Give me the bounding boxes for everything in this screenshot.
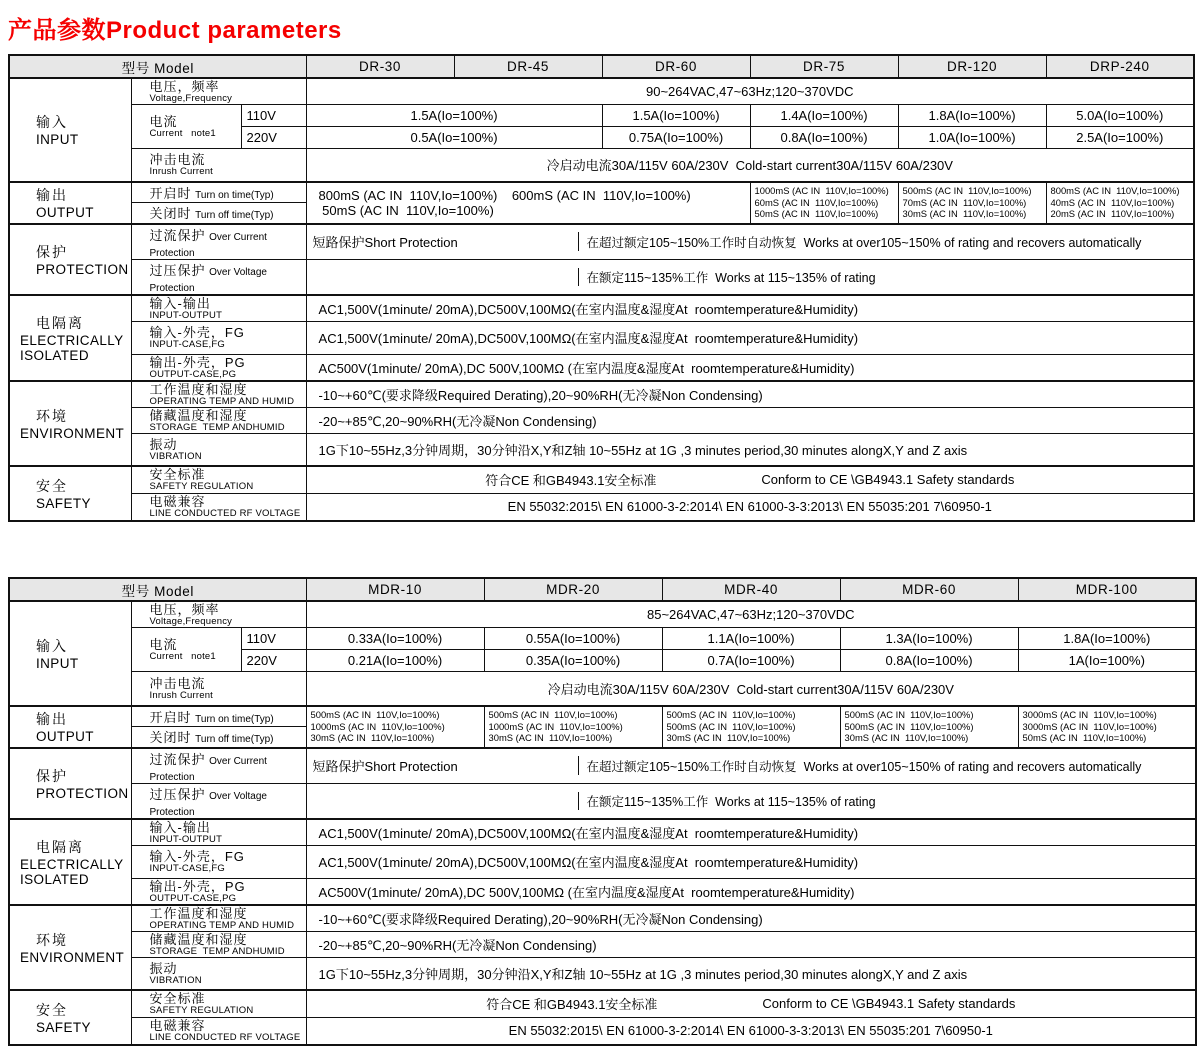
ocp-value-cell — [306, 224, 1194, 260]
row-label-cn: 过流保护 — [149, 751, 206, 767]
row-label-cn: 开启时 — [149, 185, 192, 201]
band-label-protection — [9, 224, 131, 295]
row-label-input-output — [131, 295, 306, 322]
short-protection-text: 短路保护Short Protection — [307, 756, 579, 775]
value-cell: 0.7A(Io=100%) — [662, 650, 840, 672]
row-label-cn: 电压，频率 — [149, 79, 220, 94]
model-col-header: DR-45 — [454, 55, 602, 78]
row-label-cn: 冲击电流 — [149, 152, 206, 168]
row-label-inrush — [131, 672, 306, 706]
row-label-en: STORAGE TEMP ANDHUMID — [149, 945, 285, 957]
turn-time-line: 30mS (AC IN 110V,Io=100%) — [310, 732, 435, 744]
row-label-cn: 电流 — [149, 637, 178, 652]
value-cell: 2.5A(Io=100%) — [1046, 127, 1194, 149]
turn-time-line: 1000mS (AC IN 110V,Io=100%) — [310, 720, 445, 732]
environment-value-cell: -10~+60℃(要求降级Required Derating),20~90%RH(无冷凝Non Condensing) — [306, 381, 1194, 408]
turn-time-cell — [898, 182, 1046, 224]
band-label-cn: 输入 — [36, 114, 68, 131]
table-row — [9, 381, 1194, 408]
row-label-vibration — [131, 433, 306, 466]
table-row — [9, 628, 1196, 650]
band-label-cn: 保护 — [36, 767, 68, 784]
band-label-en: ELECTRICALLY ISOLATED — [20, 856, 128, 887]
turn-time-line: 20mS (AC IN 110V,Io=100%) — [1050, 208, 1175, 220]
band-label-protection — [9, 748, 131, 819]
row-label-cn: 电磁兼容 — [149, 1018, 206, 1034]
row-label-en: Inrush Current — [149, 689, 214, 701]
empty-cell — [307, 268, 579, 286]
value-cell: 1.5A(Io=100%) — [306, 105, 602, 127]
row-label-input-case — [131, 845, 306, 878]
row-label-turn-on — [131, 706, 306, 727]
row-label-en: Voltage,Frequency — [149, 93, 233, 104]
value-cell: 1A(Io=100%) — [1018, 650, 1196, 672]
band-label-en: OUTPUT — [36, 729, 94, 744]
value-cell: 5.0A(Io=100%) — [1046, 105, 1194, 127]
table-row — [9, 493, 1194, 521]
row-label-operating-temp — [131, 381, 306, 408]
turn-time-cell — [1018, 706, 1196, 748]
row-label-cn: 输入-外壳，FG — [149, 849, 245, 864]
turn-time-cell — [484, 706, 662, 748]
turn-time-line: 40mS (AC IN 110V,Io=100%) — [1050, 196, 1175, 208]
turn-time-line: 500mS (AC IN 110V,Io=100%) — [310, 709, 440, 721]
isolation-value-cell: AC1,500V(1minute/ 20mA),DC500V,100MΩ(在室内温度&湿度At roomtemperature&Humidity) — [306, 321, 1194, 354]
row-label-vibration — [131, 957, 306, 990]
row-label-en: OUTPUT-CASE,PG — [149, 368, 237, 380]
row-label-en: OPERATING TEMP AND HUMID — [149, 919, 295, 931]
turn-time-line: 500mS (AC IN 110V,Io=100%) — [902, 185, 1032, 197]
turn-time-line: 70mS (AC IN 110V,Io=100%) — [902, 196, 1027, 208]
band-label-input — [9, 601, 131, 706]
row-label-cn: 输入-输出 — [149, 819, 211, 835]
emc-value-cell: EN 55032:2015\ EN 61000-3-2:2014\ EN 61000-3-3:2013\ EN 55035:201 7\60950-1 — [306, 1017, 1196, 1045]
value-cell: 1.1A(Io=100%) — [662, 628, 840, 650]
safety-reg-wrap — [307, 470, 1194, 489]
table-row — [9, 149, 1194, 182]
row-label-cn: 振动 — [149, 436, 178, 452]
voltage-value-cell: 85~264VAC,47~63Hz;120~370VDC — [306, 601, 1196, 628]
band-label-isolation — [9, 295, 131, 381]
row-label-output-case — [131, 354, 306, 381]
emc-value-cell: EN 55032:2015\ EN 61000-3-2:2014\ EN 61000-3-3:2013\ EN 55035:201 7\60950-1 — [306, 493, 1194, 521]
turn-time-line: 500mS (AC IN 110V,Io=100%) — [844, 709, 974, 721]
row-label-cn: 工作温度和湿度 — [149, 905, 248, 921]
isolation-value-cell: AC500V(1minute/ 20mA),DC 500V,100MΩ (在室内温度&湿度At roomtemperature&Humidity) — [306, 878, 1196, 905]
split-wrap — [307, 756, 1196, 775]
safety-regulation-value-cell — [306, 990, 1196, 1017]
turn-time-line: 1000mS (AC IN 110V,Io=100%) — [754, 185, 889, 197]
band-label-input — [9, 78, 131, 182]
row-label-en: INPUT-CASE,FG — [149, 339, 225, 350]
band-label-cn: 环境 — [36, 931, 68, 948]
band-label-en: SAFETY — [36, 496, 91, 511]
value-cell: 0.55A(Io=100%) — [484, 628, 662, 650]
row-label-en: OPERATING TEMP AND HUMID — [149, 395, 295, 407]
value-cell: 0.35A(Io=100%) — [484, 650, 662, 672]
turn-time-line: 30mS (AC IN 110V,Io=100%) — [902, 208, 1027, 220]
model-col-header: DR-30 — [306, 55, 454, 78]
turn-time-line: 50mS (AC IN 110V,Io=100%) — [318, 202, 494, 218]
turn-time-merged-cell — [306, 182, 750, 224]
ocp-value-cell — [306, 748, 1196, 784]
value-cell: 1.5A(Io=100%) — [602, 105, 750, 127]
turn-time-line: 30mS (AC IN 110V,Io=100%) — [844, 732, 969, 744]
band-label-cn: 输入 — [36, 637, 68, 654]
band-label-en: SAFETY — [36, 1020, 91, 1035]
value-cell: 0.5A(Io=100%) — [306, 127, 602, 149]
inrush-value-cell: 冷启动电流30A/115V 60A/230V Cold-start current30A/115V 60A/230V — [306, 672, 1196, 706]
table-row — [9, 878, 1196, 905]
table-row — [9, 957, 1196, 990]
band-label-cn: 安全 — [36, 1002, 68, 1018]
row-label-en: Current note1 — [149, 651, 216, 662]
row-label-en: Turn on time(Typ) — [195, 713, 274, 725]
row-label-emc — [131, 493, 306, 521]
band-label-safety — [9, 990, 131, 1045]
row-label-cn: 过压保护 — [149, 786, 206, 802]
row-label-en: Over Voltage Protection — [149, 266, 270, 294]
band-label-environment — [9, 381, 131, 467]
row-label-cn: 电压，频率 — [149, 602, 220, 617]
turn-time-cell — [840, 706, 1018, 748]
isolation-value-cell: AC1,500V(1minute/ 20mA),DC500V,100MΩ(在室内温度&湿度At roomtemperature&Humidity) — [306, 295, 1194, 322]
ovp-value-cell — [306, 783, 1196, 819]
value-cell: 1.4A(Io=100%) — [750, 105, 898, 127]
voltage-220v-label: 220V — [241, 650, 306, 672]
row-label-voltage — [131, 78, 306, 105]
row-label-safety-regulation — [131, 990, 306, 1017]
row-label-en: Over Current Protection — [149, 755, 270, 783]
band-label-cn: 电隔离 — [36, 314, 84, 331]
vibration-value-cell: 1G下10~55Hz,3分钟周期，30分钟沿X,Y和Z轴 10~55Hz at 1G ,3 minutes period,30 minutes alongX,Y and Z axis — [306, 957, 1196, 990]
turn-time-line: 3000mS (AC IN 110V,Io=100%) — [1022, 709, 1157, 721]
row-label-ovp — [131, 259, 306, 295]
table-row — [9, 321, 1194, 354]
row-label-en: INPUT-OUTPUT — [149, 833, 223, 845]
row-label-emc — [131, 1017, 306, 1045]
row-label-cn: 储藏温度和湿度 — [149, 407, 248, 423]
vibration-value-cell: 1G下10~55Hz,3分钟周期，30分钟沿X,Y和Z轴 10~55Hz at 1G ,3 minutes period,30 minutes alongX,Y and Z axis — [306, 433, 1194, 466]
model-col-header: MDR-100 — [1018, 578, 1196, 601]
table-row — [9, 259, 1194, 295]
row-label-en: INPUT-OUTPUT — [149, 309, 223, 321]
safety-reg-cn-text: 符合CE 和GB4943.1安全标准 — [485, 473, 657, 489]
turn-time-cell — [306, 706, 484, 748]
turn-time-line: 30mS (AC IN 110V,Io=100%) — [666, 732, 791, 744]
table-row — [9, 819, 1196, 846]
row-label-operating-temp — [131, 905, 306, 932]
value-cell: 0.33A(Io=100%) — [306, 628, 484, 650]
row-label-voltage — [131, 601, 306, 628]
split-wrap — [307, 232, 1194, 251]
safety-reg-cn-text: 符合CE 和GB4943.1安全标准 — [486, 997, 658, 1013]
row-label-cn: 输出-外壳，PG — [149, 878, 246, 894]
model-col-header: MDR-40 — [662, 578, 840, 601]
row-label-turn-off — [131, 203, 306, 224]
row-label-current — [131, 628, 241, 672]
environment-value-cell: -20~+85℃,20~90%RH(无冷凝Non Condensing) — [306, 407, 1194, 433]
table-row — [9, 601, 1196, 628]
band-label-en: ENVIRONMENT — [20, 949, 125, 965]
turn-time-line: 60mS (AC IN 110V,Io=100%) — [754, 196, 879, 208]
row-label-output-case — [131, 878, 306, 905]
table-row — [9, 182, 1194, 203]
value-cell: 1.8A(Io=100%) — [1018, 628, 1196, 650]
row-label-en: LINE CONDUCTED RF VOLTAGE — [149, 1032, 301, 1044]
safety-reg-en-text: Conform to CE \GB4943.1 Safety standards — [762, 996, 1016, 1012]
table-row — [9, 783, 1196, 819]
table-row — [9, 295, 1194, 322]
row-label-en: SAFETY REGULATION — [149, 481, 254, 493]
band-label-isolation — [9, 819, 131, 905]
turn-time-line: 1000mS (AC IN 110V,Io=100%) — [488, 720, 623, 732]
row-label-cn: 储藏温度和湿度 — [149, 931, 248, 947]
band-label-cn: 电隔离 — [36, 838, 84, 855]
band-label-en: OUTPUT — [36, 205, 94, 220]
row-label-en: INPUT-CASE,FG — [149, 863, 225, 874]
row-label-cn: 振动 — [149, 960, 178, 976]
table-row — [9, 105, 1194, 127]
model-col-header: DR-60 — [602, 55, 750, 78]
row-label-input-output — [131, 819, 306, 846]
short-protection-text: 短路保护Short Protection — [307, 232, 579, 251]
row-label-cn: 电流 — [149, 114, 178, 129]
model-col-header: DRP-240 — [1046, 55, 1194, 78]
turn-time-cell — [1046, 182, 1194, 224]
turn-time-line: 500mS (AC IN 110V,Io=100%) — [488, 709, 618, 721]
row-label-en: VIBRATION — [149, 974, 202, 986]
row-label-en: SAFETY REGULATION — [149, 1005, 254, 1017]
split-wrap — [307, 268, 1194, 286]
band-label-environment — [9, 905, 131, 991]
ocp-recovery-text: 在超过额定105~150%工作时自动恢复 Works at over105~150% of rating and recovers automatically — [586, 235, 1142, 250]
row-label-cn: 电磁兼容 — [149, 494, 206, 510]
row-label-cn: 过压保护 — [149, 262, 206, 278]
row-label-en: Voltage,Frequency — [149, 616, 233, 627]
table-row — [9, 706, 1196, 727]
row-label-en: Turn off time(Typ) — [195, 210, 274, 222]
model-header-cell: 型号 Model — [9, 578, 306, 601]
row-label-en: Turn on time(Typ) — [195, 189, 274, 201]
page-title: 产品参数Product parameters — [8, 17, 342, 44]
table-row — [9, 672, 1196, 706]
row-label-en: VIBRATION — [149, 450, 202, 462]
model-col-header: MDR-20 — [484, 578, 662, 601]
turn-time-line: 3000mS (AC IN 110V,Io=100%) — [1022, 720, 1157, 732]
value-cell: 0.8A(Io=100%) — [840, 650, 1018, 672]
value-cell: 1.0A(Io=100%) — [898, 127, 1046, 149]
environment-value-cell: -20~+85℃,20~90%RH(无冷凝Non Condensing) — [306, 931, 1196, 957]
row-label-en: LINE CONDUCTED RF VOLTAGE — [149, 508, 301, 520]
row-label-en: Inrush Current — [149, 166, 214, 178]
band-label-en: PROTECTION — [36, 261, 129, 277]
turn-time-line: 500mS (AC IN 110V,Io=100%) — [844, 720, 974, 732]
safety-regulation-value-cell — [306, 466, 1194, 493]
row-label-en: Over Voltage Protection — [149, 790, 270, 818]
table-row — [9, 78, 1194, 105]
row-label-cn: 输入-外壳，FG — [149, 325, 245, 340]
row-label-cn: 安全标准 — [149, 991, 206, 1007]
row-label-cn: 开启时 — [149, 709, 192, 725]
turn-time-line: 30mS (AC IN 110V,Io=100%) — [488, 732, 613, 744]
table-row — [9, 55, 1194, 78]
model-col-header: MDR-60 — [840, 578, 1018, 601]
row-label-turn-off — [131, 727, 306, 748]
voltage-110v-label: 110V — [241, 628, 306, 650]
table-row — [9, 224, 1194, 260]
row-label-input-case — [131, 321, 306, 354]
model-header-cell: 型号 Model — [9, 55, 306, 78]
table-row — [9, 905, 1196, 932]
band-label-en: ELECTRICALLY ISOLATED — [20, 332, 128, 363]
value-cell: 1.3A(Io=100%) — [840, 628, 1018, 650]
turn-time-cell — [662, 706, 840, 748]
row-label-cn: 过流保护 — [149, 227, 206, 243]
table-row — [9, 578, 1196, 601]
band-label-cn: 环境 — [36, 407, 68, 424]
row-label-storage-temp — [131, 931, 306, 957]
ovp-value-cell — [306, 259, 1194, 295]
band-label-cn: 保护 — [36, 243, 68, 260]
turn-time-line: 800mS (AC IN 110V,Io=100%) — [1050, 185, 1180, 197]
value-cell: 0.75A(Io=100%) — [602, 127, 750, 149]
value-cell: 1.8A(Io=100%) — [898, 105, 1046, 127]
isolation-value-cell: AC1,500V(1minute/ 20mA),DC500V,100MΩ(在室内温度&湿度At roomtemperature&Humidity) — [306, 845, 1196, 878]
safety-reg-en-text: Conform to CE \GB4943.1 Safety standards — [761, 472, 1015, 488]
row-label-inrush — [131, 149, 306, 182]
turn-time-cell — [750, 182, 898, 224]
band-label-output — [9, 182, 131, 224]
turn-time-line: 50mS (AC IN 110V,Io=100%) — [1022, 732, 1147, 744]
empty-cell — [307, 792, 579, 810]
isolation-value-cell: AC500V(1minute/ 20mA),DC 500V,100MΩ (在室内温度&湿度At roomtemperature&Humidity) — [306, 354, 1194, 381]
isolation-value-cell: AC1,500V(1minute/ 20mA),DC500V,100MΩ(在室内温度&湿度At roomtemperature&Humidity) — [306, 819, 1196, 846]
band-label-cn: 输出 — [36, 711, 68, 727]
band-label-en: PROTECTION — [36, 785, 129, 801]
row-label-cn: 安全标准 — [149, 467, 206, 483]
table-row — [9, 433, 1194, 466]
row-label-cn: 关闭时 — [149, 206, 192, 222]
ocp-recovery-text: 在超过额定105~150%工作时自动恢复 Works at over105~150% of rating and recovers automatically — [586, 759, 1142, 774]
value-cell: 0.8A(Io=100%) — [750, 127, 898, 149]
row-label-cn: 冲击电流 — [149, 675, 206, 691]
row-label-en: Turn off time(Typ) — [195, 734, 274, 746]
table-row — [9, 354, 1194, 381]
turn-time-line: 500mS (AC IN 110V,Io=100%) — [666, 709, 796, 721]
row-label-turn-on — [131, 182, 306, 203]
split-wrap — [307, 792, 1196, 810]
environment-value-cell: -10~+60℃(要求降级Required Derating),20~90%RH(无冷凝Non Condensing) — [306, 905, 1196, 932]
table-row — [9, 1017, 1196, 1045]
row-label-storage-temp — [131, 407, 306, 433]
row-label-current — [131, 105, 241, 149]
dr-series-spec-table — [8, 54, 1195, 522]
band-label-cn: 输出 — [36, 187, 68, 203]
ovp-rating-text: 在额定115~135%工作 Works at 115~135% of rating — [586, 270, 876, 285]
band-label-en: ENVIRONMENT — [20, 425, 125, 441]
row-label-en: Over Current Protection — [149, 231, 270, 259]
band-label-en: INPUT — [36, 655, 79, 671]
table-row — [9, 748, 1196, 784]
turn-time-line: 50mS (AC IN 110V,Io=100%) — [754, 208, 879, 220]
ovp-rating-text: 在额定115~135%工作 Works at 115~135% of rating — [586, 794, 876, 809]
row-label-en: Current note1 — [149, 128, 216, 139]
table-row — [9, 407, 1194, 433]
table-row — [9, 845, 1196, 878]
band-label-output — [9, 706, 131, 748]
model-col-header: DR-120 — [898, 55, 1046, 78]
row-label-safety-regulation — [131, 466, 306, 493]
table-row — [9, 990, 1196, 1017]
turn-time-line: 500mS (AC IN 110V,Io=100%) — [666, 720, 796, 732]
voltage-value-cell: 90~264VAC,47~63Hz;120~370VDC — [306, 78, 1194, 105]
value-cell: 0.21A(Io=100%) — [306, 650, 484, 672]
row-label-cn: 关闭时 — [149, 730, 192, 746]
band-label-cn: 安全 — [36, 478, 68, 494]
row-label-cn: 输入-输出 — [149, 295, 211, 311]
band-label-safety — [9, 466, 131, 521]
voltage-220v-label: 220V — [241, 127, 306, 149]
row-label-cn: 工作温度和湿度 — [149, 381, 248, 397]
row-label-ocp — [131, 224, 306, 260]
safety-reg-wrap — [307, 994, 1196, 1013]
table-row — [9, 466, 1194, 493]
mdr-series-spec-table — [8, 577, 1197, 1046]
turn-time-line: 800mS (AC IN 110V,Io=100%) 600mS (AC IN 110V,Io=100%) — [318, 187, 691, 203]
inrush-value-cell: 冷启动电流30A/115V 60A/230V Cold-start current30A/115V 60A/230V — [306, 149, 1194, 182]
row-label-ovp — [131, 783, 306, 819]
table-row — [9, 931, 1196, 957]
voltage-110v-label: 110V — [241, 105, 306, 127]
row-label-en: STORAGE TEMP ANDHUMID — [149, 421, 285, 433]
band-label-en: INPUT — [36, 132, 79, 148]
row-label-ocp — [131, 748, 306, 784]
row-label-en: OUTPUT-CASE,PG — [149, 892, 237, 904]
model-col-header: MDR-10 — [306, 578, 484, 601]
model-col-header: DR-75 — [750, 55, 898, 78]
row-label-cn: 输出-外壳，PG — [149, 354, 246, 370]
